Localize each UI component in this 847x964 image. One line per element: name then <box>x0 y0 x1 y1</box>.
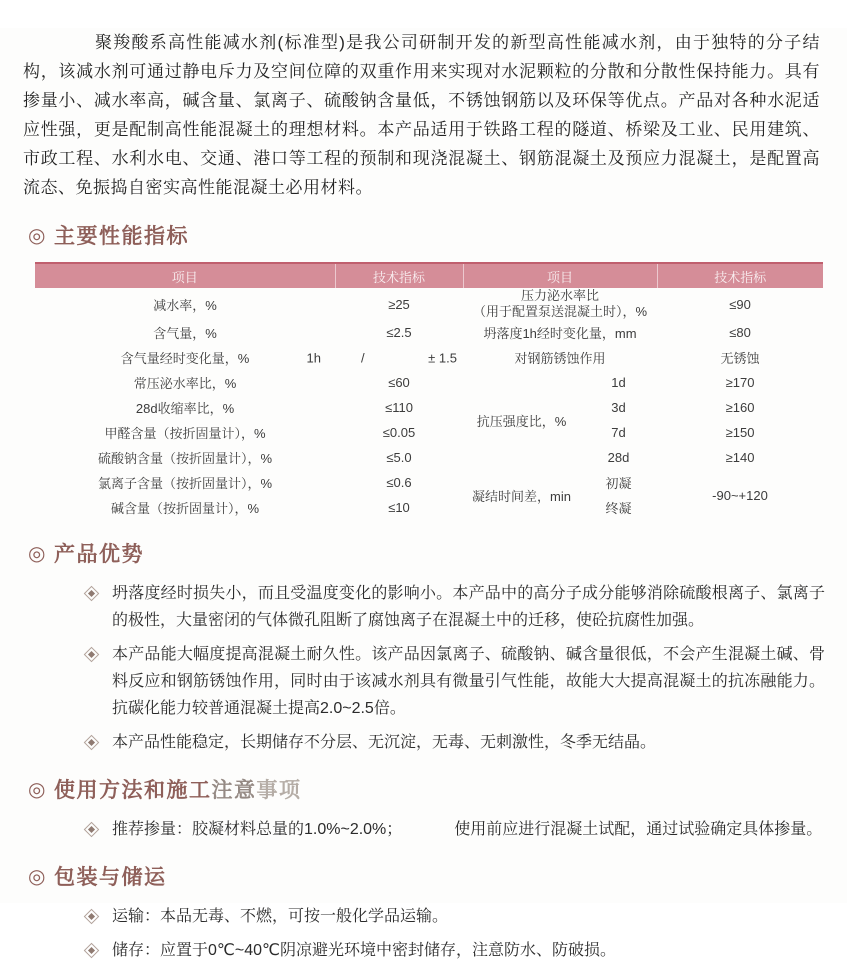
item-cell <box>463 288 657 320</box>
diamond-bullet-icon <box>84 586 100 602</box>
list-item <box>86 816 825 843</box>
table-row <box>35 420 823 445</box>
item-cell: 坍落度1h经时变化量，mm <box>483 326 637 341</box>
list-item <box>86 580 825 634</box>
usage-dosage-text <box>112 816 822 843</box>
age-cell: 7d <box>611 425 626 440</box>
list-item <box>86 937 825 964</box>
double-circle-icon: ◎ <box>28 224 47 247</box>
value-cell: ≤90 <box>729 296 751 312</box>
section-title-advantages <box>28 538 847 568</box>
table-row <box>35 370 823 395</box>
item-line: （用于配置泵送混凝土时），% <box>472 304 648 319</box>
table-row <box>35 320 823 345</box>
section-title-text: 产品优势 <box>53 543 144 566</box>
age-cell: 28d <box>607 450 630 465</box>
item-cell: 对钢筋锈蚀作用 <box>514 351 606 366</box>
performance-table <box>35 262 823 520</box>
item-cell: 氯离子含量（按折固量计），% <box>97 476 273 491</box>
list-item <box>86 641 825 722</box>
header-item-left: 项目 <box>35 263 335 288</box>
age-cell: 1d <box>611 375 626 390</box>
merged-item-cell: 抗压强度比，% <box>476 413 567 429</box>
item-label: 含气量经时变化量，% <box>120 351 250 366</box>
value-cell: ≤80 <box>729 325 751 340</box>
value-cell: ≤5.0 <box>386 450 412 465</box>
age-cell: 3d <box>611 400 626 415</box>
item-cell <box>35 345 335 370</box>
header-spec-right: 技术指标 <box>657 263 823 288</box>
section-title-performance <box>28 220 847 250</box>
table-row <box>35 395 823 420</box>
title-part: 事项 <box>256 779 302 802</box>
double-circle-icon: ◎ <box>28 865 47 888</box>
diamond-bullet-icon <box>84 909 100 925</box>
header-spec-left: 技术指标 <box>335 263 463 288</box>
diamond-bullet-icon <box>84 943 100 959</box>
dosage-trial-note: 使用前应进行混凝土试配，通过试验确定具体掺量。 <box>454 821 823 838</box>
title-part: 使用方法和施工 <box>53 779 212 802</box>
value-cell: ≥170 <box>725 375 755 390</box>
list-item <box>86 729 825 756</box>
item-cell: 28d收缩率比，% <box>135 401 235 416</box>
diamond-bullet-icon <box>84 647 100 663</box>
item-cell: 碱含量（按折固量计），% <box>110 501 260 516</box>
value-cell: ≤2.5 <box>386 325 412 340</box>
list-item-text: 本产品能大幅度提高混凝土耐久性。该产品因氯离子、硫酸钠、碱含量很低，不会产生混凝土碱、骨料反应和钢筋锈蚀作用，同时由于该减水剂具有微量引气性能，故能大大提高混凝土的抗冻融能力。抗碳化能力较普通混凝土提高2.0~2.5倍。 <box>112 646 825 717</box>
stage-cell: 终凝 <box>605 501 632 516</box>
packaging-list <box>0 903 847 964</box>
item-line: 压力泌水率比 <box>521 288 600 303</box>
double-circle-icon: ◎ <box>28 778 47 801</box>
list-item-text: 本产品性能稳定，长期储存不分层、无沉淀，无毒、无刺激性，冬季无结晶。 <box>112 734 657 751</box>
diamond-bullet-icon <box>84 735 100 751</box>
value-cell: ≤110 <box>385 400 413 415</box>
header-item-right: 项目 <box>463 263 657 288</box>
value-label: ± 1.5 <box>428 350 457 365</box>
value-cell <box>335 345 463 370</box>
section-title-text: 包装与储运 <box>53 866 167 889</box>
table-row <box>35 470 823 495</box>
advantages-list <box>0 580 847 756</box>
item-cell: 常压泌水率比，% <box>133 376 237 391</box>
item-cell: 硫酸钠含量（按折固量计），% <box>97 451 273 466</box>
section-title-text: 主要性能指标 <box>53 225 189 248</box>
table-row <box>35 345 823 370</box>
section-title-usage <box>28 774 847 804</box>
double-circle-icon: ◎ <box>28 542 47 565</box>
list-item-text: 储存：应置于0℃~40℃阴凉避光环境中密封储存，注意防水、防破损。 <box>112 942 616 959</box>
usage-list <box>0 816 847 843</box>
item-cell: 减水率，% <box>153 297 217 313</box>
value-cell: ≥160 <box>725 400 755 415</box>
section-title-packaging <box>28 861 847 891</box>
list-item <box>86 903 825 930</box>
table-row <box>35 445 823 470</box>
value-cell: ≤0.05 <box>382 425 416 440</box>
table-row <box>35 288 823 320</box>
document-page <box>0 28 847 959</box>
slash-separator: / <box>361 350 365 365</box>
value-cell: ≥150 <box>725 425 755 440</box>
time-label: 1h <box>306 350 321 365</box>
value-cell: ≥140 <box>725 450 755 465</box>
merged-item-cell: 凝结时间差，min <box>472 488 571 504</box>
section-title-text <box>54 774 302 804</box>
table-header-row <box>35 263 823 288</box>
item-cell: 甲醛含量（按折固量计），% <box>104 426 266 441</box>
value-cell: 无锈蚀 <box>720 351 760 366</box>
list-item-text: 坍落度经时损失小，而且受温度变化的影响小。本产品中的高分子成分能够消除硫酸根离子、氯离子的极性，大量密闭的气体微孔阻断了腐蚀离子在混凝土中的迁移，使砼抗腐性加强。 <box>112 585 825 629</box>
intro-paragraph: 聚羧酸系高性能减水剂(标准型)是我公司研制开发的新型高性能减水剂，由于独特的分子结构，该减水剂可通过静电斥力及空间位障的双重作用来实现对水泥颗粒的分散和分散性保持能力。具有掺量小、减水率高，碱含量、氯离子、硫酸钠含量低，不锈蚀钢筋以及环保等优点。产品对各种水泥适应性强，更是配制高性能混凝土的理想材料。本产品适用于铁路工程的隧道、桥梁及工业、民用建筑、市政工程、水利水电、交通、港口等工程的预制和现浇混凝土、钢筋混凝土及预应力混凝土，是配置高流态、免振捣自密实高性能混凝土必用材料。 <box>23 33 820 197</box>
diamond-bullet-icon <box>84 822 100 838</box>
title-part: 注意 <box>211 779 257 802</box>
list-item-text: 运输：本品无毒、不燃，可按一般化学品运输。 <box>112 908 449 925</box>
dosage-recommendation: 推荐掺量：胶凝材料总量的1.0%~2.0%； <box>112 821 403 838</box>
value-cell: ≤0.6 <box>386 475 412 490</box>
item-cell: 含气量，% <box>153 326 217 341</box>
value-cell: ≤10 <box>388 500 410 515</box>
value-cell: ≥25 <box>388 296 410 312</box>
value-cell: ≤60 <box>388 375 410 390</box>
merged-value-cell: -90~+120 <box>712 487 768 503</box>
stage-cell: 初凝 <box>605 476 632 491</box>
